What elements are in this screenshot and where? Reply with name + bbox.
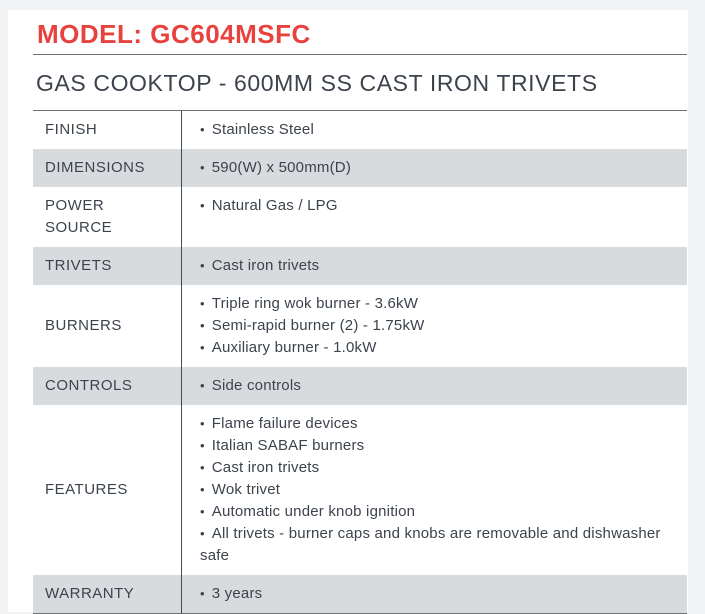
spec-value-text: All trivets - burner caps and knobs are removable and dishwasher safe: [200, 525, 661, 564]
spec-label-cell: FEATURES: [33, 405, 182, 575]
spec-value-item: [200, 413, 675, 435]
spec-table-row: [33, 367, 687, 405]
spec-value-cell: [182, 575, 687, 613]
spec-value-item: [200, 501, 675, 523]
spec-table-row: [33, 247, 687, 285]
spec-value-item: [200, 195, 675, 217]
bullet-icon: •: [200, 296, 205, 311]
spec-label-cell: CONTROLS: [33, 367, 182, 405]
spec-value-text: Auxiliary burner - 1.0kW: [211, 339, 377, 356]
spec-table-row: [33, 575, 687, 613]
spec-value-cell: [182, 405, 687, 575]
spec-table-row: [33, 149, 687, 187]
spec-value-text: Stainless Steel: [211, 121, 314, 138]
spec-value-item: [200, 457, 675, 479]
spec-table-row: [33, 111, 687, 149]
spec-value-text: Flame failure devices: [211, 415, 358, 432]
bullet-icon: •: [200, 526, 205, 541]
spec-value-item: [200, 479, 675, 501]
bullet-icon: •: [200, 122, 205, 137]
spec-value-item: [200, 435, 675, 457]
bullet-icon: •: [200, 504, 205, 519]
spec-value-item: [200, 583, 675, 605]
spec-value-text: Semi-rapid burner (2) - 1.75kW: [211, 317, 425, 334]
bullet-icon: •: [200, 258, 205, 273]
spec-value-item: [200, 375, 675, 397]
spec-value-item: [200, 337, 675, 359]
spec-value-text: Wok trivet: [211, 481, 281, 498]
spec-value-cell: [182, 149, 687, 187]
spec-table: [33, 110, 687, 614]
spec-value-text: Cast iron trivets: [211, 257, 320, 274]
spec-value-text: 3 years: [211, 585, 263, 602]
spec-table-row: [33, 405, 687, 575]
spec-value-item: [200, 255, 675, 277]
spec-value-cell: [182, 247, 687, 285]
spec-label-cell: WARRANTY: [33, 575, 182, 613]
bullet-icon: •: [200, 160, 205, 175]
spec-value-cell: [182, 111, 687, 149]
spec-card: [8, 10, 688, 612]
bullet-icon: •: [200, 198, 205, 213]
spec-label-cell: TRIVETS: [33, 247, 182, 285]
spec-table-row: [33, 187, 687, 247]
bullet-icon: •: [200, 460, 205, 475]
spec-value-cell: [182, 367, 687, 405]
spec-value-text: Triple ring wok burner - 3.6kW: [211, 295, 419, 312]
spec-value-item: [200, 293, 675, 315]
spec-label-cell: BURNERS: [33, 285, 182, 367]
spec-label-cell: POWER SOURCE: [33, 187, 182, 247]
spec-label-cell: DIMENSIONS: [33, 149, 182, 187]
spec-value-item: [200, 523, 675, 567]
spec-value-text: Automatic under knob ignition: [211, 503, 416, 520]
spec-label-cell: FINISH: [33, 111, 182, 149]
bullet-icon: •: [200, 318, 205, 333]
spec-value-text: Italian SABAF burners: [211, 437, 365, 454]
bullet-icon: •: [200, 340, 205, 355]
spec-table-row: [33, 285, 687, 367]
spec-value-cell: [182, 187, 687, 247]
spec-value-item: [200, 119, 675, 141]
spec-value-cell: [182, 285, 687, 367]
spec-value-text: Cast iron trivets: [211, 459, 320, 476]
model-title: MODEL: GC604MSFC: [37, 19, 311, 49]
bullet-icon: •: [200, 416, 205, 431]
product-subtitle: GAS COOKTOP - 600MM SS CAST IRON TRIVETS: [36, 70, 598, 96]
bullet-icon: •: [200, 586, 205, 601]
spec-value-text: 590(W) x 500mm(D): [211, 159, 352, 176]
spec-value-item: [200, 315, 675, 337]
bullet-icon: •: [200, 378, 205, 393]
spec-value-text: Natural Gas / LPG: [211, 197, 338, 214]
spec-value-text: Side controls: [211, 377, 302, 394]
bullet-icon: •: [200, 438, 205, 453]
spec-value-item: [200, 157, 675, 179]
bullet-icon: •: [200, 482, 205, 497]
